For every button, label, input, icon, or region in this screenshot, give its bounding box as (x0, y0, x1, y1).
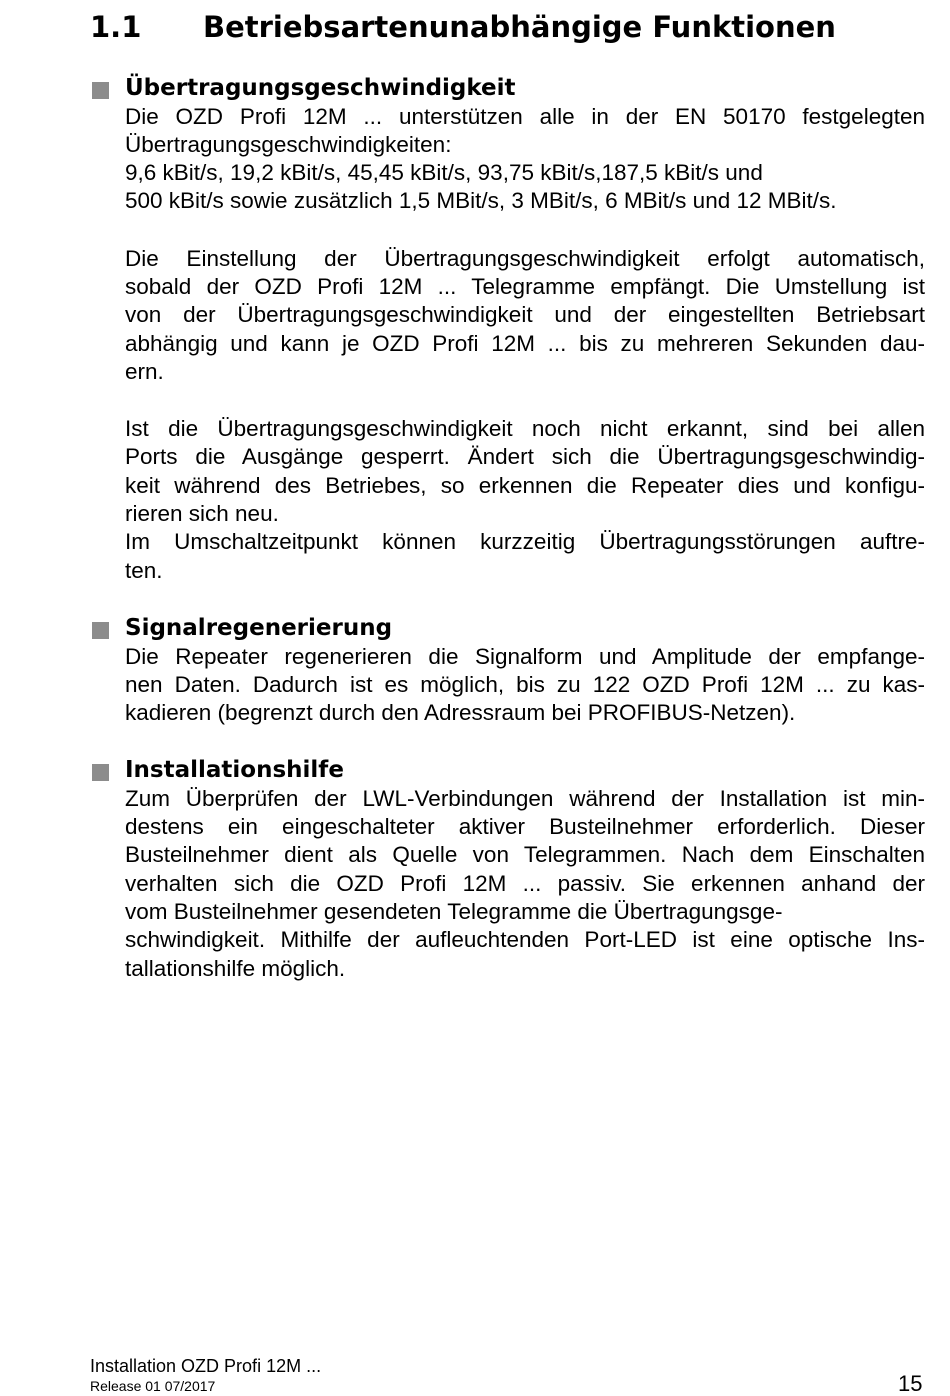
heading-number: 1.1 (90, 10, 142, 44)
paragraph-line: Ist die Übertragungsgeschwindigkeit noch nicht erkannt, sind bei allen (125, 416, 925, 441)
paragraph-line: nen Daten. Dadurch ist es möglich, bis zu 122 OZD Profi 12M ... zu kas- (125, 672, 925, 697)
paragraph-line: Die OZD Profi 12M ... unterstützen alle in der EN 50170 festgelegten (125, 104, 925, 129)
paragraph-line: tallationshilfe möglich. (125, 956, 346, 981)
section-title: Übertragungsgeschwindigkeit (125, 75, 516, 101)
footer-release: Release 01 07/2017 (90, 1378, 216, 1394)
page-number: 15 (898, 1371, 923, 1396)
section-title: Installationshilfe (125, 757, 344, 783)
paragraph-line: ten. (125, 558, 163, 583)
paragraph-line: sobald der OZD Profi 12M ... Telegramme empfängt. Die Umstellung ist (125, 274, 925, 299)
footer-document-title: Installation OZD Profi 12M ... (90, 1356, 322, 1376)
square-bullet-icon (92, 82, 109, 99)
paragraph-line: Übertragungsgeschwindigkeiten: (125, 132, 452, 157)
paragraph-line: ern. (125, 359, 164, 384)
paragraph-line: 500 kBit/s sowie zusätzlich 1,5 MBit/s, 3 MBit/s, 6 MBit/s und 12 MBit/s. (125, 188, 837, 213)
paragraph-line: Busteilnehmer dient als Quelle von Telegrammen. Nach dem Einschalten (125, 842, 925, 867)
paragraph-line: destens ein eingeschalteter aktiver Busteilnehmer erforderlich. Dieser (125, 814, 925, 839)
paragraph-line: Die Einstellung der Übertragungsgeschwindigkeit erfolgt automatisch, (125, 246, 925, 271)
paragraph-line: keit während des Betriebes, so erkennen die Repeater dies und konfigu- (125, 473, 925, 498)
square-bullet-icon (92, 622, 109, 639)
paragraph-line: verhalten sich die OZD Profi 12M ... passiv. Sie erkennen anhand der (125, 871, 925, 896)
paragraph-line: kadieren (begrenzt durch den Adressraum bei PROFIBUS-Netzen). (125, 700, 796, 725)
paragraph-line: Ports die Ausgänge gesperrt. Ändert sich die Übertragungsgeschwindig- (125, 444, 925, 469)
paragraph-line: rieren sich neu. (125, 501, 279, 526)
square-bullet-icon (92, 764, 109, 781)
page-title: Betriebsartenunabhängige Funktionen (203, 10, 836, 44)
paragraph-line: schwindigkeit. Mithilfe der aufleuchtenden Port-LED ist eine optische Ins- (125, 927, 925, 952)
section-title: Signalregenerierung (125, 615, 393, 641)
paragraph-line: Im Umschaltzeitpunkt können kurzzeitig Übertragungsstörungen auftre- (125, 529, 925, 554)
paragraph-line: abhängig und kann je OZD Profi 12M ... bis zu mehreren Sekunden dau- (125, 331, 925, 356)
paragraph-line: 9,6 kBit/s, 19,2 kBit/s, 45,45 kBit/s, 93,75 kBit/s,187,5 kBit/s und (125, 160, 763, 185)
paragraph-line: Die Repeater regenerieren die Signalform und Amplitude der empfange- (125, 644, 925, 669)
paragraph-line: Zum Überprüfen der LWL-Verbindungen während der Installation ist min- (125, 786, 925, 811)
paragraph-line: von der Übertragungsgeschwindigkeit und der eingestellten Betriebsart (125, 302, 925, 327)
paragraph-line: vom Busteilnehmer gesendeten Telegramme die Übertragungsge- (125, 899, 783, 924)
